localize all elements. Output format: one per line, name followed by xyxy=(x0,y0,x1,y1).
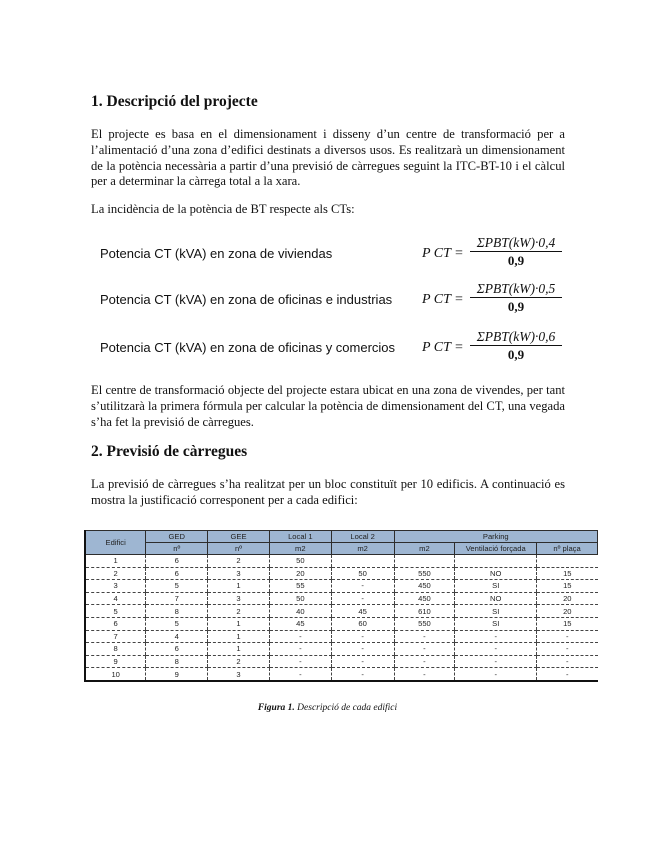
table-header-edifici: Edifici xyxy=(85,531,146,555)
table-cell: - xyxy=(394,668,455,681)
table-cell xyxy=(331,555,394,568)
table-cell: - xyxy=(537,643,598,656)
table-row xyxy=(85,643,598,656)
table-cell: 7 xyxy=(146,592,208,605)
table-cell: - xyxy=(331,592,394,605)
table-row xyxy=(85,592,598,605)
table-header-local-1: Local 1 xyxy=(269,531,331,543)
table-cell: 2 xyxy=(208,555,270,568)
table-cell: 6 xyxy=(146,643,208,656)
table-cell: 9 xyxy=(85,655,146,668)
table-subheader: nº xyxy=(208,543,270,555)
table-subheader: nº plaça xyxy=(537,543,598,555)
table-cell: 8 xyxy=(85,643,146,656)
table-cell: 5 xyxy=(146,617,208,630)
formula-lhs: P CT = xyxy=(422,246,464,261)
formula-row-oficinas-comercios xyxy=(100,330,570,366)
table-cell: 4 xyxy=(146,630,208,643)
table-cell: 450 xyxy=(394,592,455,605)
formula-fraction xyxy=(470,280,562,315)
table-cell: 8 xyxy=(146,655,208,668)
table-subheader: Ventilació forçada xyxy=(455,543,537,555)
table-row xyxy=(85,567,598,580)
table-cell: 45 xyxy=(331,605,394,618)
table-cell: 15 xyxy=(537,580,598,593)
table-cell: 10 xyxy=(111,669,120,679)
table-cell: - xyxy=(455,643,537,656)
table-cell: 1 xyxy=(208,617,270,630)
table-cell: - xyxy=(331,643,394,656)
table-cell: - xyxy=(331,655,394,668)
formula-row-oficinas-industrias xyxy=(100,282,570,318)
table-cell: 50 xyxy=(269,592,331,605)
figure-caption-label: Figura 1. xyxy=(257,703,295,713)
formula-fraction xyxy=(470,328,562,363)
table-cell: - xyxy=(269,655,331,668)
formula-lhs: P CT = xyxy=(422,292,464,307)
table-cell: 6 xyxy=(85,617,146,630)
table-cell: 50 xyxy=(331,567,394,580)
formula-denominator: 0,9 xyxy=(507,347,525,362)
table-body xyxy=(85,555,598,681)
table-cell: 1 xyxy=(208,630,270,643)
table-cell: 1 xyxy=(208,580,270,593)
section-1-paragraph-2: La incidència de la potència de BT respecte als CTs: xyxy=(91,202,355,216)
table-cell: SI xyxy=(455,617,537,630)
table-cell: 50 xyxy=(269,555,331,568)
formula-fraction xyxy=(470,234,562,269)
table-cell: - xyxy=(331,580,394,593)
table-subheader: m2 xyxy=(394,543,455,555)
table-cell: 15 xyxy=(537,567,598,580)
figure-caption xyxy=(0,703,655,713)
formula-label: Potencia CT (kVA) en zona de oficinas e industrias xyxy=(100,292,393,307)
table-cell: - xyxy=(394,643,455,656)
table-cell xyxy=(394,555,455,568)
table-cell xyxy=(537,555,598,568)
formula-lhs: P CT = xyxy=(422,340,464,355)
table-cell: 3 xyxy=(208,592,270,605)
table-cell: 4 xyxy=(85,592,146,605)
table-cell xyxy=(455,555,537,568)
table-cell: - xyxy=(537,630,598,643)
section-1-paragraph-1: El projecte es basa en el dimensionament i disseny d’un centre de transformació per a l’alimentació d’una zona d’edifici destinats a diversos usos. Es realitzarà un dimensionament de la potència necessària a partir d’una previsió de càrregues seguint la ITC-BT-10 i el càlcul per a determinar la càrrega total a la xara. xyxy=(91,127,565,189)
table-cell: SI xyxy=(455,580,537,593)
formula-label: Potencia CT (kVA) en zona de oficinas y comercios xyxy=(100,340,396,355)
table-row xyxy=(85,655,598,668)
table-row xyxy=(85,630,598,643)
table-cell: 3 xyxy=(85,580,146,593)
table-header-local-2: Local 2 xyxy=(331,531,394,543)
table-row xyxy=(85,668,598,681)
table-cell: 2 xyxy=(85,567,146,580)
table-cell: 1 xyxy=(208,643,270,656)
table-row xyxy=(85,580,598,593)
table-header-gee: GEE xyxy=(208,531,270,543)
table-cell: 45 xyxy=(269,617,331,630)
table-cell: 7 xyxy=(85,630,146,643)
table-cell: 3 xyxy=(208,668,270,681)
section-2-title: 2. Previsió de càrregues xyxy=(91,443,248,460)
table-cell: 3 xyxy=(208,567,270,580)
table-cell: - xyxy=(455,668,537,681)
table-cell: 55 xyxy=(269,580,331,593)
table-cell: NO xyxy=(455,567,537,580)
table-row xyxy=(85,617,598,630)
table-subheader: m2 xyxy=(269,543,331,555)
table-cell: 450 xyxy=(394,580,455,593)
table-row xyxy=(85,605,598,618)
table-cell: - xyxy=(537,655,598,668)
table-row xyxy=(85,555,598,568)
table-cell: 20 xyxy=(537,592,598,605)
table-cell: 2 xyxy=(208,655,270,668)
table-cell: 5 xyxy=(85,605,146,618)
formula-numerator: ΣPBT(kW)·0,6 xyxy=(470,328,562,346)
formula-denominator: 0,9 xyxy=(507,253,525,268)
table-cell: NO xyxy=(455,592,537,605)
table-subheader: m2 xyxy=(331,543,394,555)
table-cell: - xyxy=(331,630,394,643)
table-cell: - xyxy=(537,668,598,681)
table-cell: - xyxy=(269,668,331,681)
table-cell: SI xyxy=(455,605,537,618)
table-cell: 60 xyxy=(331,617,394,630)
table-subheader: nº xyxy=(146,543,208,555)
table-cell: 550 xyxy=(394,567,455,580)
table-cell: 2 xyxy=(208,605,270,618)
table-cell: 6 xyxy=(146,567,208,580)
table-cell: 610 xyxy=(394,605,455,618)
figure-caption-text: Descripció de cada edifici xyxy=(294,703,398,713)
section-1-title: 1. Descripció del projecte xyxy=(91,93,258,110)
formula-denominator: 0,9 xyxy=(507,299,525,314)
table-cell: 40 xyxy=(269,605,331,618)
table-cell: - xyxy=(455,630,537,643)
table-cell: 550 xyxy=(394,617,455,630)
table-cell: - xyxy=(331,668,394,681)
table-header-ged: GED xyxy=(146,531,208,543)
table-header-parking: Parking xyxy=(394,531,597,543)
table-cell: 15 xyxy=(537,617,598,630)
table-cell: - xyxy=(269,630,331,643)
formula-numerator: ΣPBT(kW)·0,5 xyxy=(470,280,562,298)
table-cell: 20 xyxy=(269,567,331,580)
table-cell: 8 xyxy=(146,605,208,618)
buildings-table xyxy=(84,530,598,682)
table-cell: 20 xyxy=(537,605,598,618)
formula-label: Potencia CT (kVA) en zona de viviendas xyxy=(100,246,333,261)
table-cell: - xyxy=(455,655,537,668)
table-cell: 9 xyxy=(146,668,208,681)
table-cell: - xyxy=(394,630,455,643)
section-1-paragraph-3: El centre de transformació objecte del projecte estara ubicat en una zona de vivendes, per tant s’utilitzarà la primera fórmula per calcular la potència de dimensionament del CT, una vegada s’ha fet la previsió de càrregues. xyxy=(91,383,565,429)
table-cell: 6 xyxy=(146,555,208,568)
table-cell: 1 xyxy=(85,555,146,568)
formula-row-viviendas xyxy=(100,236,570,272)
section-2-paragraph-1: La previsió de càrregues s’ha realitzat per un bloc constituït per 10 edificis. A continuació es mostra la justificació corresponent per a cada edifici: xyxy=(91,477,565,507)
table-cell: - xyxy=(269,643,331,656)
table-cell: - xyxy=(394,655,455,668)
formula-numerator: ΣPBT(kW)·0,4 xyxy=(470,234,562,252)
table-cell: 5 xyxy=(146,580,208,593)
